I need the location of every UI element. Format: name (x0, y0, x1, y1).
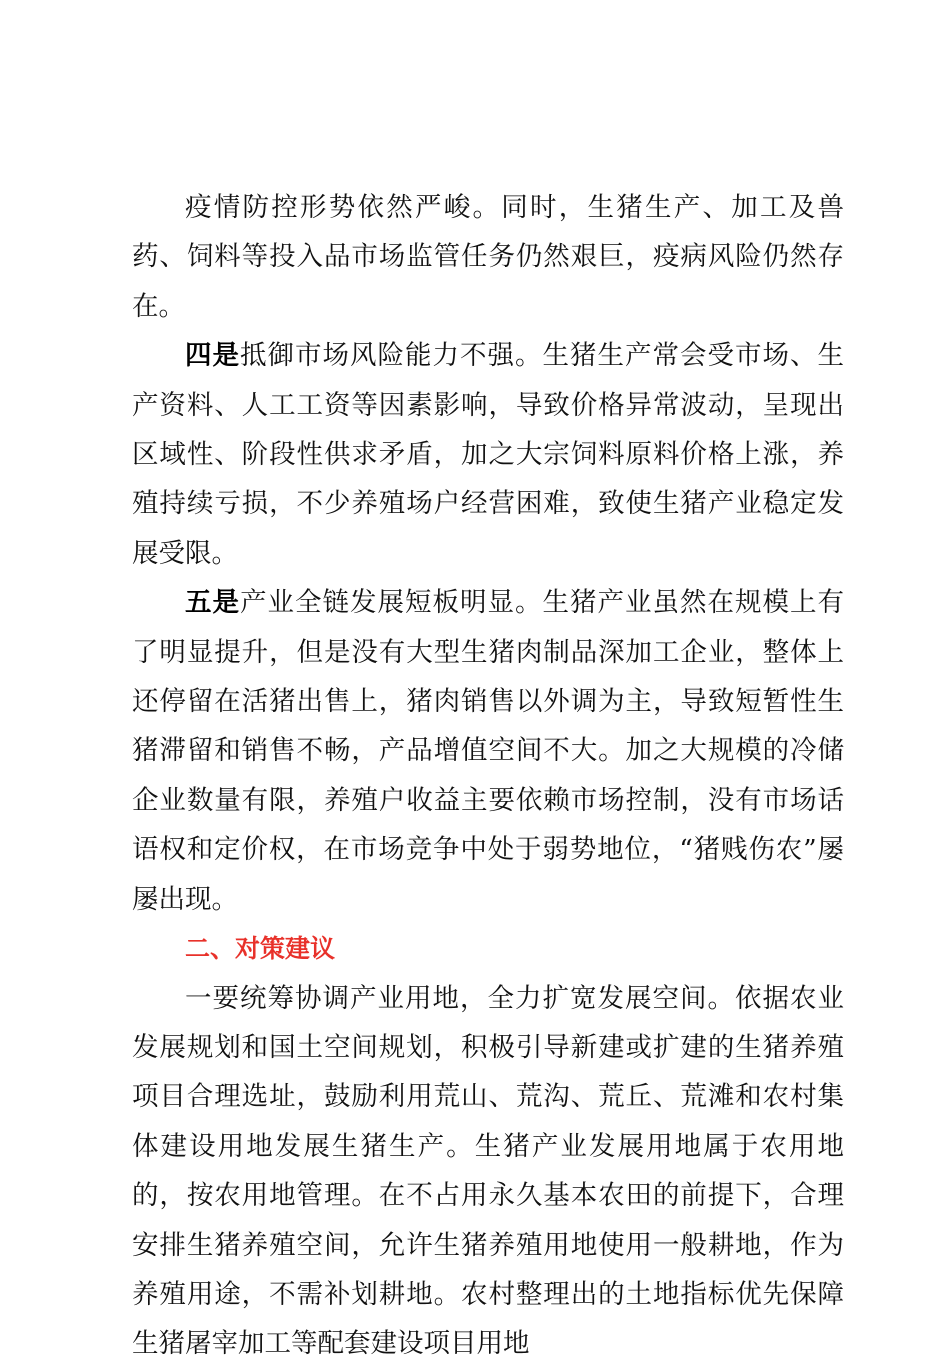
paragraph-countermeasure-one: 一要统筹协调产业用地，全力扩宽发展空间。依据农业发展规划和国土空间规划，积极引导新建或扩建的生猪养殖项目合理选址，鼓励利用荒山、荒沟、荒丘、荒滩和农村集体建设用地发展生猪生产。生猪产业发展用地属于农用地的，按农用地管理。在不占用永久基本农田的前提下，合理安排生猪养殖空间，允许生猪养殖用地使用一般耕地，作为养殖用途，不需补划耕地。农村整理出的土地指标优先保障生猪屠宰加工等配套建设项目用地 (132, 982, 844, 1360)
paragraph-point-five (132, 578, 844, 924)
paragraph-epidemic (132, 183, 844, 331)
paragraph-lead: 五是 (185, 587, 240, 619)
section-heading: 二、对策建议 (185, 934, 336, 964)
paragraph-text: 抵御市场风险能力不强。生猪生产常会受市场、生产资料、人工工资等因素影响，导致价格异常波动，呈现出区域性、阶段性供求矛盾，加之大宗饲料原料价格上涨，养殖持续亏损，不少养殖场户经营困难，致使生猪产业稳定发展受限。 (132, 340, 844, 569)
paragraph-text: 疫情防控形势依然严峻。同时，生猪生产、加工及兽药、饲料等投入品市场监管任务仍然艰巨，疫病风险仍然存在。 (132, 192, 844, 322)
paragraph-text: 产业全链发展短板明显。生猪产业虽然在规模上有了明显提升，但是没有大型生猪肉制品深加工企业，整体上还停留在活猪出售上，猪肉销售以外调为主，导致短暂性生猪滞留和销售不畅，产品增值空间不大。加之大规模的冷储企业数量有限，养殖户收益主要依赖市场控制，没有市场话语权和定价权，在市场竞争中处于弱势地位，“猪贱伤农”屡屡出现。 (132, 587, 844, 915)
paragraph-lead: 四是 (185, 340, 240, 372)
paragraph-point-four (132, 331, 844, 578)
document-body (132, 183, 844, 1369)
